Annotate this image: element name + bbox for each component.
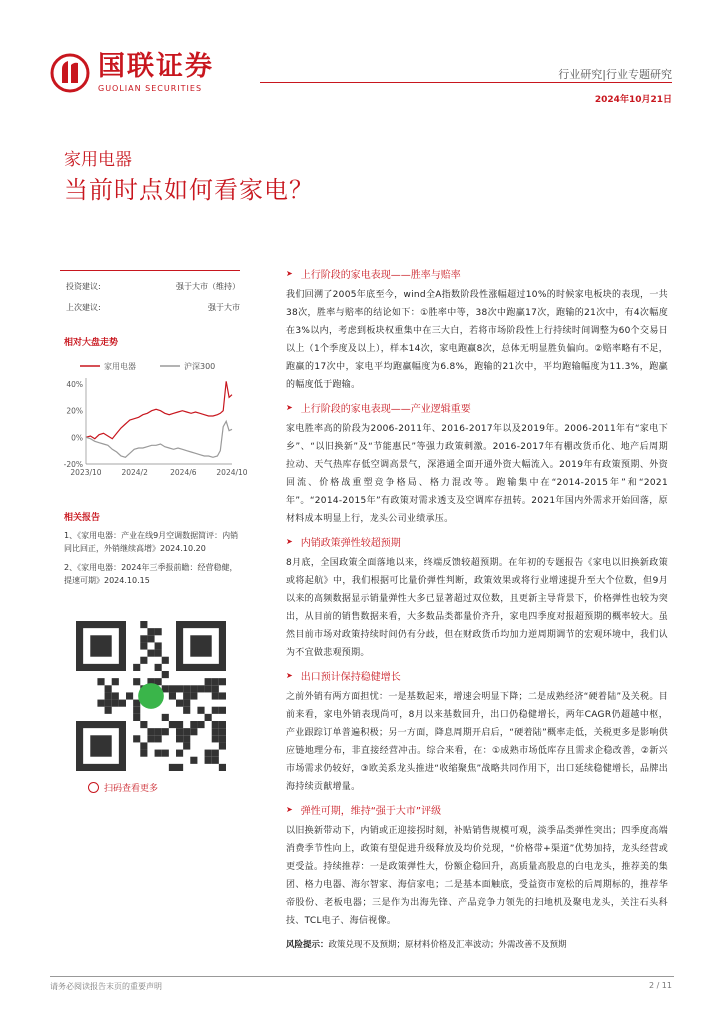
section-paragraph: 我们回溯了2005年底至今，wind全A指数阶段性涨幅超过10%的时候家电板块的表现，一共38次，胜率与赔率的结论如下：①胜率中等，38次中跑赢17次，跑输的21次中，有4次幅度在3%以内，考虑到板块权重集中在三大白，若将市场阶段性上行持续时间调整为60个交易日以上（1个季度及以上），样本14次，家电跑赢8次，总体无明显胜负偏向。②赔率略有不足，跑赢的17次中，家电平均跑赢幅度为6.8%，跑输的21次中，平均跑输幅度为11.3%，跑赢的幅度低于跑输。 — [286, 290, 668, 390]
related-report-item[interactable]: 2、《家用电器：2024年三季报前瞻：经营稳健，提速可期》2024.10.15 — [64, 563, 238, 585]
section-paragraph: 8月底，全国政策全面落地以来，终端反馈较超预期。在年初的专题报告《家电以旧换新政策或将起航》中，我们根据可比量价弹性判断，政策效果或将行业增速提升至大个位数，但9月以来的高频数据显示销量弹性大多已显著超过双位数，且更新主导背景下，价格弹性也较为突出，从目前的销售数据来看，大多数品类都量价齐升，家电四季度对报超预期的概率较大。虽然目前市场对政策持续时间仍有分歧，但在财政货币均加力逆周期调节的宏观环境中，我们认为不宜做悲观预期。 — [286, 558, 668, 658]
section-title: 弹性可期，维持“强于大市”评级 — [300, 806, 442, 817]
rating-row — [60, 281, 240, 292]
y-tick-label: 40% — [66, 380, 83, 389]
section-paragraph: 以旧换新带动下，内销或正迎接拐时刻，补贴销售规模可观，淡季品类弹性突出；四季度高端消费季节性向上，政策有望促进升级释放及均价兑现，“价格带+渠道”优势加持，龙头经营或更受益。持续推荐：一是政策弹性大，份额企稳回升，高质量高股息的白电龙头，推荐美的集团、格力电器、海尔智家、海信家电；二是基本面触底，受益资市宽松的后周期标的，推荐华帝股份、老板电器；三是作为出海先锋、产品竞争力领先的扫地机及聚电龙头，关注石头科技、TCL电子、海信视像。 — [286, 826, 668, 926]
qr-caption-text: 扫码查看更多 — [104, 784, 159, 794]
series-line-home-appliances — [86, 381, 232, 438]
prev-rating-value: 强于大市 — [208, 303, 240, 312]
legend-label: 家用电器 — [104, 362, 136, 371]
qr-caption — [88, 781, 240, 794]
footer-divider — [50, 976, 674, 977]
section-title: 内销政策弹性较超预期 — [300, 538, 401, 549]
arrow-right-icon: ➤ — [286, 805, 293, 814]
logo-en-text: GUOLIAN SECURITIES — [98, 84, 203, 93]
related-report-item[interactable]: 1、《家用电器：产业在线9月空调数据简评：内销同比回正，外销继续高增》2024.10.20 — [64, 531, 239, 553]
scan-icon — [88, 782, 99, 793]
risk-text: 政策兑现不及预期；原材料价格及汇率波动；外需改善不及预期 — [328, 940, 567, 950]
risk-warning — [286, 936, 668, 954]
arrow-right-icon: ➤ — [286, 671, 293, 680]
x-tick-label: 2023/10 — [70, 468, 102, 477]
related-reports-title: 相关报告 — [64, 513, 101, 523]
market-chart-title: 相对大盘走势 — [64, 338, 119, 348]
section-title: 出口预计保持稳健增长 — [300, 672, 401, 683]
legend-label: 沪深300 — [184, 362, 216, 371]
section-paragraph: 之前外销有两方面担忧：一是基数起来，增速会明显下降；二是成熟经济“硬着陆”及关税。目前来看，家电外销表现尚可，8月以来基数回升，出口仍稳健增长，两年CAGR仍超越中枢，产业跟踪订单普遍积极；另一方面，降息周期开启后，“硬着陆”概率走低，关税更多是影响供应链地理分布，非直接经营冲击。综合来看，在：①成熟市场低库存且需求企稳改善，②新兴市场需求仍较好，③欧美系龙头推进“收缩聚焦”战略共同作用下，出口延续稳健增长，品牌出海持续贡献增量。 — [286, 692, 668, 792]
section — [286, 534, 668, 662]
section — [286, 802, 668, 930]
x-tick-label: 2024/10 — [216, 468, 248, 477]
y-tick-label: 20% — [66, 406, 83, 416]
y-tick-label: -20% — [63, 460, 83, 469]
y-tick-label: 0% — [71, 433, 83, 443]
arrow-right-icon: ➤ — [286, 537, 293, 546]
sidebar-divider — [60, 270, 240, 271]
x-tick-label: 2024/6 — [170, 468, 197, 477]
section-title: 上行阶段的家电表现——产业逻辑重要 — [300, 404, 471, 415]
page-number: 2 / 11 — [648, 981, 672, 990]
arrow-right-icon: ➤ — [286, 269, 293, 278]
series-line-csi300 — [86, 421, 232, 457]
company-logo — [50, 52, 214, 93]
chart-svg — [60, 356, 248, 486]
logo-cn-text: 国联证券 — [98, 51, 214, 82]
rating-value: 强于大市（维持） — [176, 282, 240, 291]
guolian-logo-icon — [50, 53, 90, 93]
prev-rating-row — [60, 302, 240, 313]
risk-label: 风险提示： — [286, 940, 329, 950]
section-paragraph: 家电胜率高的阶段为2006-2011年、2016-2017年以及2019年。2006-2011年有“家电下乡”、“以旧换新”及“节能惠民”等强力政策刺激。2016-2017年有棚改货币化、地产后周期拉动、天气热库存低空调高景气，深港通全面开通外资大幅流入。2019年有政策预期、外资回流、价格战重塑竞争格局、格力混改等。跑输集中在“2014-2015年”和“2021年”。“2014-2015年”有政策对需求透支及空调库存扭转。2021年国内外需求开始回落，原材料成本明显上行，龙头公司业绩承压。 — [286, 424, 668, 524]
page-title: 当前时点如何看家电？ — [64, 176, 314, 204]
relative-performance-chart — [60, 356, 248, 490]
rating-label: 投资建议: — [66, 282, 101, 291]
report-date: 2024年10月21日 — [594, 95, 672, 105]
section — [286, 668, 668, 796]
industry-label: 家用电器 — [64, 150, 132, 170]
prev-rating-label: 上次建议: — [66, 303, 101, 312]
x-tick-label: 2024/2 — [121, 468, 148, 477]
section-title: 上行阶段的家电表现——胜率与赔率 — [300, 270, 461, 281]
qr-code[interactable] — [76, 621, 226, 771]
report-type: 行业研究|行业专题研究 — [558, 68, 672, 81]
main-content — [286, 266, 668, 954]
section — [286, 400, 668, 528]
section — [286, 266, 668, 394]
arrow-right-icon: ➤ — [286, 403, 293, 412]
sidebar — [60, 270, 248, 794]
footer-disclaimer: 请务必阅读报告末页的重要声明 — [50, 982, 162, 991]
